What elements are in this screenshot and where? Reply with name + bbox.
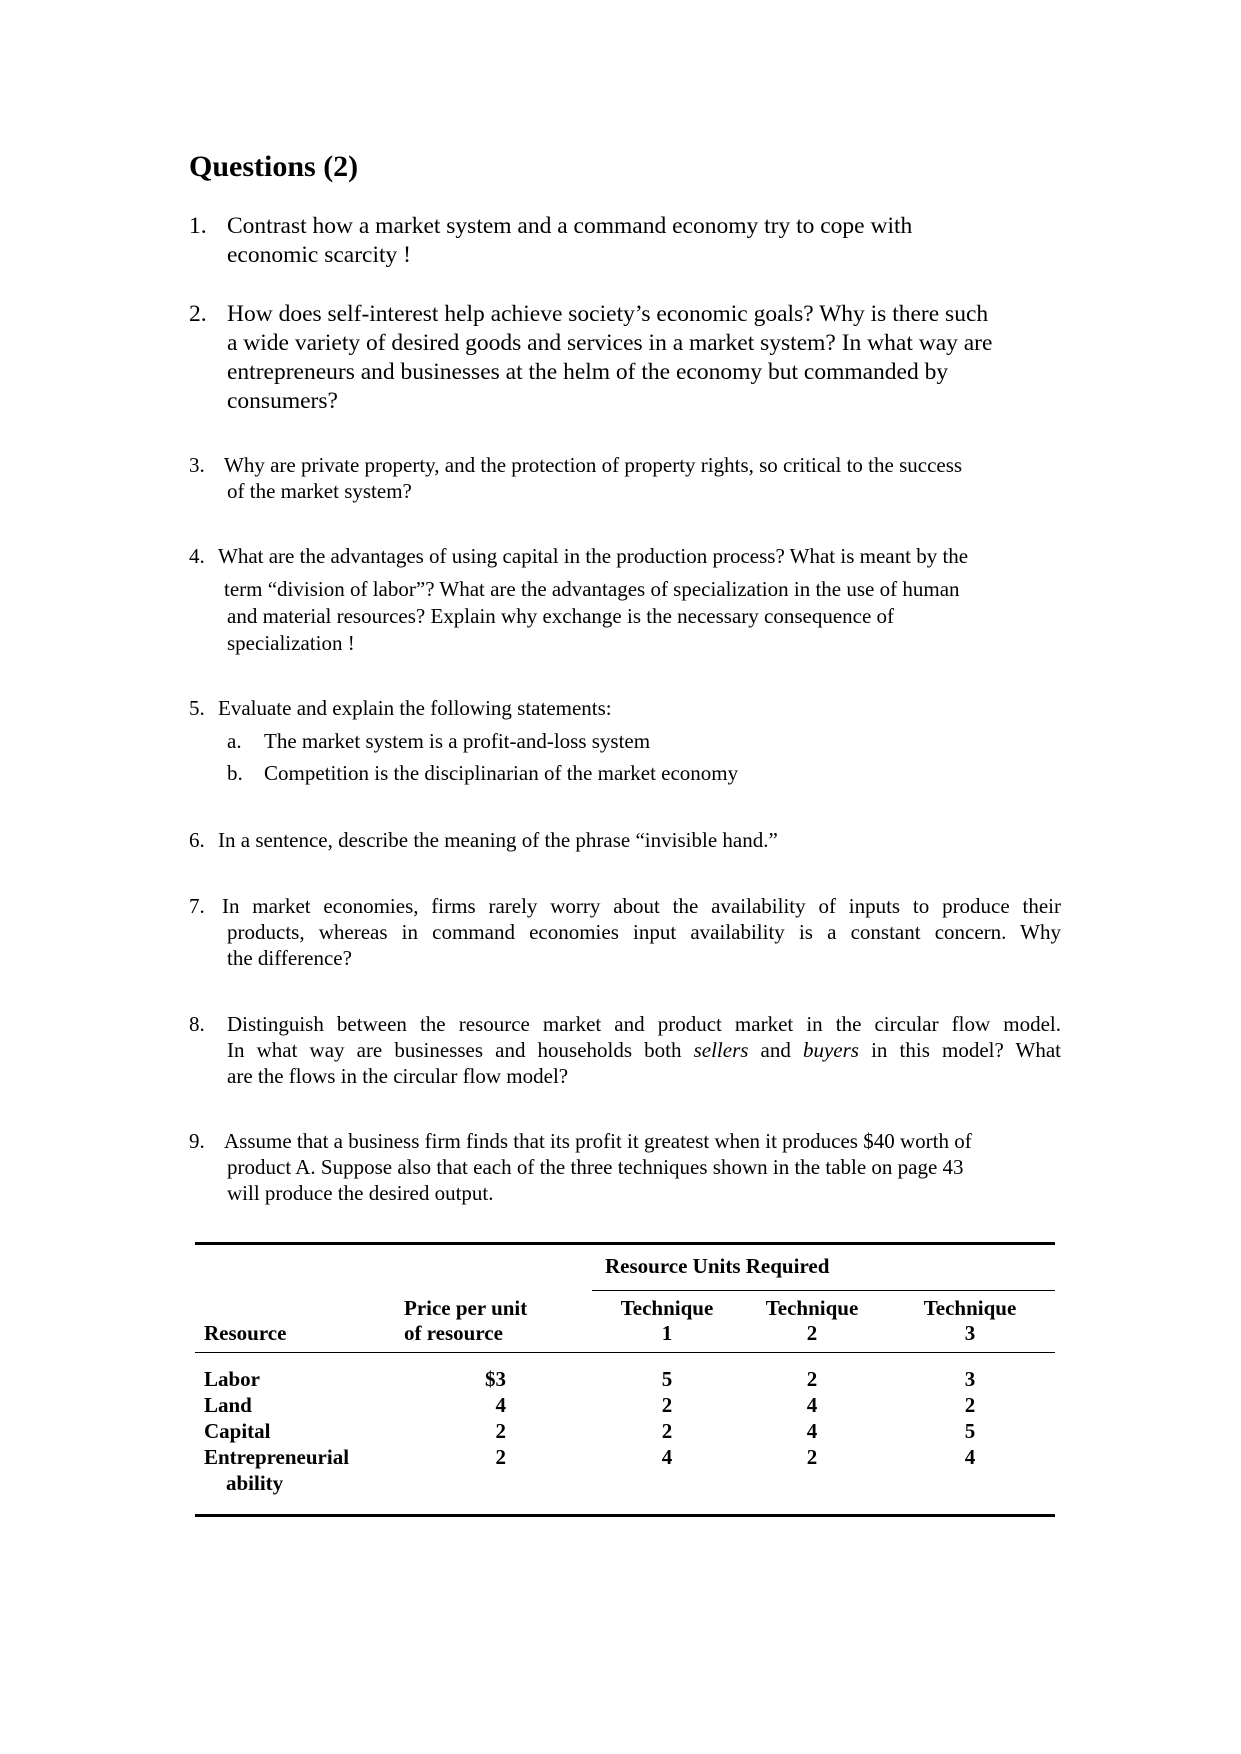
question-line: Evaluate and explain the following statements: bbox=[218, 696, 612, 720]
header-price: of resource bbox=[404, 1321, 503, 1345]
cell-resource-continued: ability bbox=[226, 1471, 284, 1495]
question-number: 2. bbox=[189, 301, 207, 327]
question-line: Assume that a business firm finds that its profit it greatest when it produces $40 worth of bbox=[224, 1129, 972, 1153]
text-run: and bbox=[760, 1038, 791, 1062]
table-top-rule bbox=[195, 1242, 1055, 1245]
cell-technique-3: 3 bbox=[964, 1367, 976, 1391]
table-bottom-rule bbox=[195, 1514, 1055, 1517]
question-line: economic scarcity ! bbox=[227, 242, 411, 268]
question-line: and material resources? Explain why exchange is the necessary consequence of bbox=[227, 604, 895, 628]
sub-item-text: The market system is a profit-and-loss system bbox=[264, 729, 651, 753]
emphasis-buyers: buyers bbox=[802, 1038, 859, 1062]
header-technique-2: Technique bbox=[765, 1296, 859, 1320]
cell-technique-2: 2 bbox=[806, 1367, 818, 1391]
question-line: product A. Suppose also that each of the three techniques shown in the table on page 43 bbox=[227, 1155, 964, 1179]
question-line: of the market system? bbox=[227, 479, 412, 503]
question-line-mixed bbox=[227, 1037, 1061, 1064]
question-line: the difference? bbox=[227, 946, 352, 970]
question-line: products, whereas in command economies input availability is a constant concern. Why bbox=[227, 920, 1061, 944]
question-line: specialization ! bbox=[227, 631, 355, 655]
cell-technique-1: 2 bbox=[661, 1393, 673, 1417]
emphasis-sellers: sellers bbox=[693, 1038, 749, 1062]
cell-price: 4 bbox=[495, 1393, 506, 1417]
cell-technique-2: 4 bbox=[806, 1419, 818, 1443]
cell-technique-3: 2 bbox=[964, 1393, 976, 1417]
cell-technique-3: 5 bbox=[964, 1419, 976, 1443]
cell-price: 2 bbox=[495, 1445, 506, 1469]
cell-technique-1: 2 bbox=[661, 1419, 673, 1443]
question-line: How does self-interest help achieve society’s economic goals? Why is there such bbox=[227, 301, 989, 327]
question-line: a wide variety of desired goods and services in a market system? In what way are bbox=[227, 330, 993, 356]
header-technique-3-number: 3 bbox=[964, 1321, 976, 1345]
text-run: in this model? What bbox=[871, 1038, 1061, 1062]
cell-resource: Land bbox=[204, 1393, 252, 1417]
cell-resource: Capital bbox=[204, 1419, 271, 1443]
question-line: Contrast how a market system and a command economy try to cope with bbox=[227, 213, 913, 239]
question-line: In a sentence, describe the meaning of the phrase “invisible hand.” bbox=[218, 828, 778, 852]
header-technique-3: Technique bbox=[923, 1296, 1017, 1320]
cell-technique-1: 5 bbox=[661, 1367, 673, 1391]
question-line: entrepreneurs and businesses at the helm of the economy but commanded by bbox=[227, 359, 949, 385]
question-number: 1. bbox=[189, 213, 207, 239]
question-line: Distinguish between the resource market and product market in the circular flow model. bbox=[227, 1012, 1061, 1036]
group-header-rule bbox=[592, 1290, 1055, 1291]
sub-item-text: Competition is the disciplinarian of the market economy bbox=[264, 761, 739, 785]
header-bottom-rule bbox=[195, 1352, 1055, 1353]
question-line: are the flows in the circular flow model? bbox=[227, 1064, 569, 1088]
header-technique-2-number: 2 bbox=[806, 1321, 818, 1345]
cell-price: $3 bbox=[485, 1367, 506, 1391]
header-technique-1-number: 1 bbox=[661, 1321, 673, 1345]
cell-resource: Labor bbox=[204, 1367, 261, 1391]
cell-resource: Entrepreneurial bbox=[204, 1445, 350, 1469]
question-number: 5. bbox=[189, 696, 205, 720]
question-number: 9. bbox=[189, 1129, 205, 1153]
sub-item-letter: b. bbox=[227, 761, 243, 785]
question-line: Why are private property, and the protection of property rights, so critical to the success bbox=[224, 453, 963, 477]
question-number: 6. bbox=[189, 828, 205, 852]
question-line: In market economies, firms rarely worry about the availability of inputs to produce their bbox=[222, 894, 1061, 918]
header-resource: Resource bbox=[204, 1321, 287, 1345]
cell-technique-2: 4 bbox=[806, 1393, 818, 1417]
cell-technique-3: 4 bbox=[964, 1445, 976, 1469]
header-price: Price per unit bbox=[404, 1296, 528, 1320]
header-technique-1: Technique bbox=[620, 1296, 714, 1320]
text-run: In what way are businesses and households both bbox=[227, 1038, 682, 1062]
page-title: Questions (2) bbox=[189, 150, 359, 183]
question-line: will produce the desired output. bbox=[227, 1181, 494, 1205]
group-header: Resource Units Required bbox=[605, 1254, 830, 1278]
question-line: What are the advantages of using capital in the production process? What is meant by the bbox=[218, 544, 969, 568]
question-number: 8. bbox=[189, 1012, 205, 1036]
question-line: consumers? bbox=[227, 388, 338, 414]
sub-item-letter: a. bbox=[227, 729, 242, 753]
question-number: 7. bbox=[189, 894, 205, 918]
question-line: term “division of labor”? What are the advantages of specialization in the use of human bbox=[224, 577, 960, 601]
question-number: 4. bbox=[189, 544, 205, 568]
cell-technique-1: 4 bbox=[661, 1445, 673, 1469]
question-number: 3. bbox=[189, 453, 205, 477]
cell-price: 2 bbox=[495, 1419, 506, 1443]
cell-technique-2: 2 bbox=[806, 1445, 818, 1469]
